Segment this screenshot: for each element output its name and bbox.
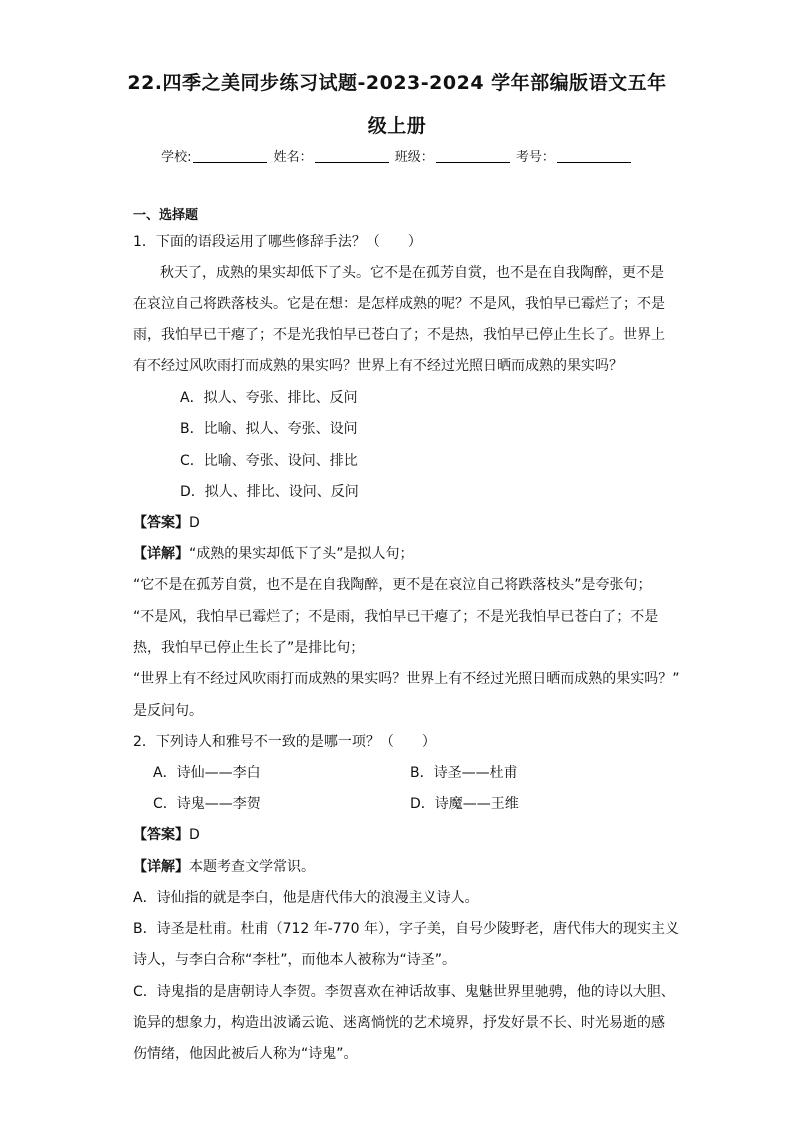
q1-detail-text: “成熟的果实却低下了头”是拟人句； — [189, 546, 414, 562]
q1-option-c[interactable]: C．比喻、夸张、设问、排比 — [180, 453, 358, 469]
q2-option-a[interactable]: A．诗仙——李白 — [153, 765, 261, 781]
q2-option-b[interactable]: B．诗圣——杜甫 — [410, 765, 518, 781]
q1-passage-line: 在哀泣自己将跌落枝头。它是在想：是怎样成熟的呢？不是风，我怕早已霉烂了；不是 — [133, 296, 665, 312]
q1-passage-line: 秋天了，成熟的果实却低下了头。它不是在孤芳自赏，也不是在自我陶醉，更不是 — [160, 265, 664, 281]
q1-answer-label: 【答案】 — [133, 515, 189, 531]
q1-detail-label: 【详解】 — [133, 546, 189, 562]
q1-detail-line: 热，我怕早已停止生长了”是排比句； — [133, 640, 365, 656]
q2-option-d[interactable]: D．诗魔——王维 — [410, 796, 519, 812]
q1-detail-line — [133, 544, 414, 564]
q2-stem: 2．下列诗人和雅号不一致的是哪一项？（ ） — [133, 734, 436, 750]
class-blank[interactable] — [436, 150, 510, 163]
class-label: 班级： — [394, 150, 434, 165]
q2-option-c[interactable]: C．诗鬼——李贺 — [153, 796, 261, 812]
q2-detail-line — [133, 857, 315, 877]
q2-detail-line: B．诗圣是杜甫。杜甫（712 年-770 年），字子美，自号少陵野老，唐代伟大的现实主义 — [133, 921, 679, 937]
q2-detail-line: A．诗仙指的就是李白，他是唐代伟大的浪漫主义诗人。 — [133, 890, 479, 906]
q2-answer-value: D — [189, 827, 200, 843]
q1-detail-line: “世界上有不经过风吹雨打而成熟的果实吗？世界上有不经过光照日晒而成熟的果实吗？” — [133, 671, 680, 687]
name-label: 姓名： — [273, 150, 313, 165]
q2-detail-line: C．诗鬼指的是唐朝诗人李贺。李贺喜欢在神话故事、鬼魅世界里驰骋，他的诗以大胆、 — [133, 984, 675, 1000]
document-title-line-1: 22.四季之美同步练习试题-2023-2024 学年部编版语文五年 — [127, 72, 667, 94]
q1-option-d[interactable]: D．拟人、排比、设问、反问 — [180, 484, 359, 500]
q1-detail-line: “它不是在孤芳自赏，也不是在自我陶醉，更不是在哀泣自己将跌落枝头”是夸张句； — [133, 577, 652, 593]
q1-passage-line: 雨，我怕早已干瘪了；不是光我怕早已苍白了；不是热，我怕早已停止生长了。世界上 — [133, 327, 665, 343]
q1-option-a[interactable]: A．拟人、夸张、排比、反问 — [180, 390, 358, 406]
q1-detail-line: 是反问句。 — [133, 703, 203, 719]
q2-detail-label: 【详解】 — [133, 859, 189, 875]
q1-option-b[interactable]: B．比喻、拟人、夸张、设问 — [180, 421, 358, 437]
section-heading: 一、选择题 — [133, 208, 199, 223]
school-label: 学校: — [161, 150, 192, 165]
q1-answer-value: D — [189, 515, 200, 531]
q2-detail-line: 诗人，与李白合称“李杜”，而他本人被称为“诗圣”。 — [133, 952, 457, 968]
q2-detail-line: 伤情绪，他因此被后人称为“诗鬼”。 — [133, 1046, 358, 1062]
document-title-line-2: 级上册 — [367, 115, 427, 137]
school-blank[interactable] — [193, 150, 267, 163]
q2-answer-label: 【答案】 — [133, 827, 189, 843]
name-blank[interactable] — [315, 150, 389, 163]
exam-no-blank[interactable] — [557, 150, 631, 163]
q2-detail-text: 本题考查文学常识。 — [189, 859, 315, 875]
q1-passage-line: 有不经过风吹雨打而成熟的果实吗？世界上有不经过光照日晒而成熟的果实吗？ — [133, 358, 623, 374]
q2-answer — [133, 825, 200, 845]
q1-answer — [133, 513, 200, 533]
exam-no-label: 考号： — [515, 150, 555, 165]
q2-detail-line: 诡异的想象力，构造出波谲云诡、迷离惝恍的艺术境界，抒发好景不长、时光易逝的感 — [133, 1015, 665, 1031]
q1-stem: 1．下面的语段运用了哪些修辞手法？（ ） — [133, 234, 422, 250]
q1-detail-line: “不是风，我怕早已霉烂了；不是雨，我怕早已干瘪了；不是光我怕早已苍白了；不是 — [133, 609, 659, 625]
student-info-row — [0, 146, 794, 165]
